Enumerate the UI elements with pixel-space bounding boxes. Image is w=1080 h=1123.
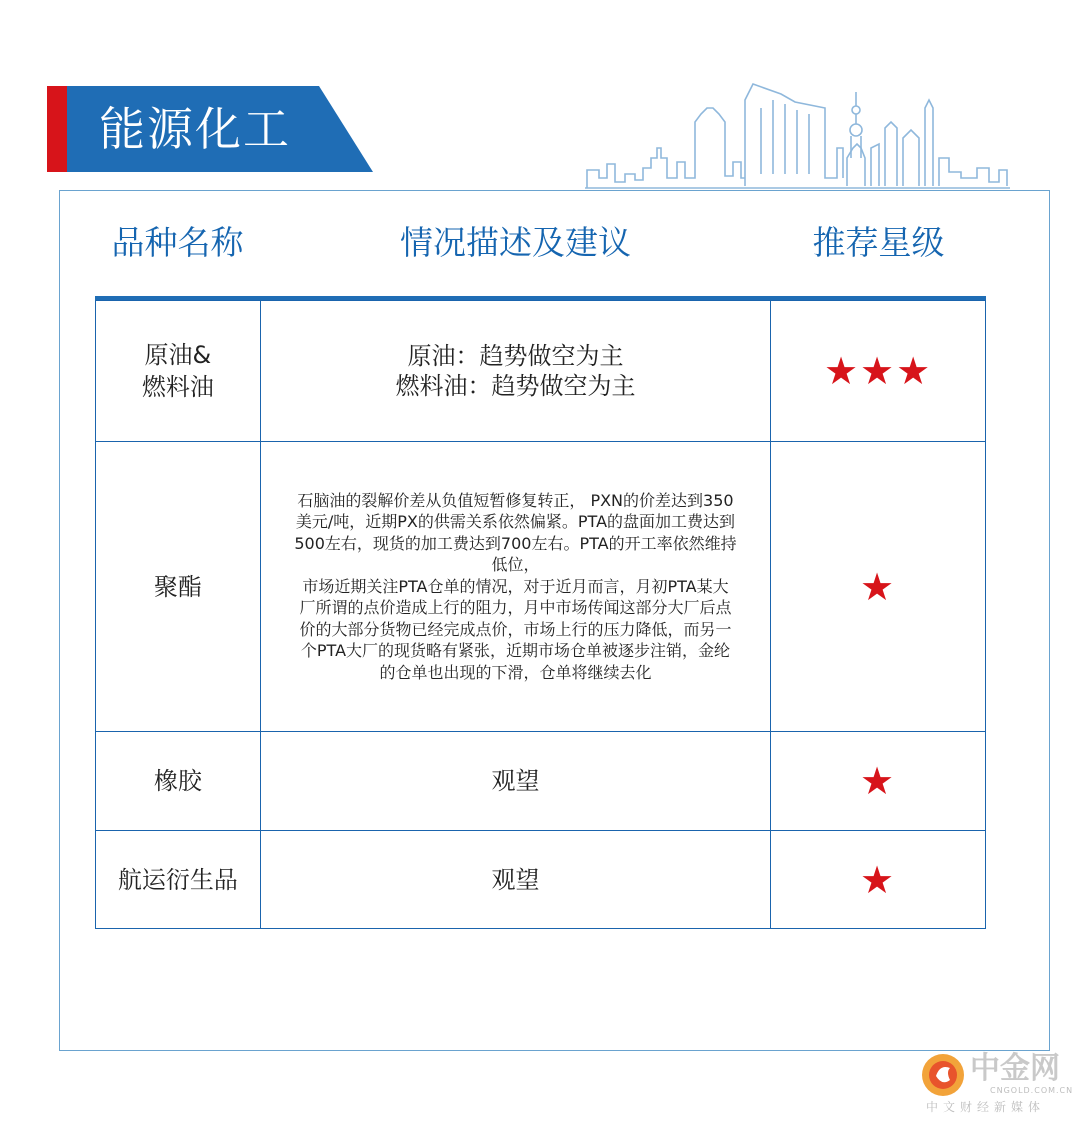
row-name-cell xyxy=(96,301,261,442)
cngold-logo xyxy=(920,1051,1074,1114)
row-description-cell xyxy=(260,301,770,442)
row-name-cell xyxy=(96,442,261,732)
row-name-line: 聚酯 xyxy=(153,572,202,601)
row-description-line: 的仓单也出现的下滑，仓单将继续去化 xyxy=(379,662,652,682)
header-rating: 推荐星级 xyxy=(812,223,945,262)
row-description-line: 价的大部分货物已经完成点价，市场上行的压力降低，而另一 xyxy=(299,619,732,639)
star-rating: ★ xyxy=(771,732,986,831)
star-rating: ★ xyxy=(771,442,986,732)
row-description-line: 观望 xyxy=(491,865,540,894)
table-row xyxy=(96,301,986,442)
row-description-line: 观望 xyxy=(491,767,540,795)
header-name: 品种名称 xyxy=(111,223,244,262)
row-description-cell xyxy=(260,831,770,929)
logo-name: 中金网 xyxy=(970,1051,1060,1086)
row-name-line: 橡胶 xyxy=(153,767,202,795)
row-name-line: 原油& xyxy=(144,341,212,369)
table-row xyxy=(96,442,986,732)
row-name-line: 燃料油 xyxy=(141,373,214,401)
logo-subtitle: 中文财经新媒体 xyxy=(926,1100,1046,1114)
page-title: 能源化工 xyxy=(99,102,291,156)
row-description-line: 个PTA大厂的现货略有紧张，近期市场仓单被逐步注销，金纶 xyxy=(300,641,731,661)
row-name-cell xyxy=(96,831,261,929)
star-rating: ★★★ xyxy=(771,301,986,442)
row-description-line: 厂所谓的点价造成上行的阻力，月中市场传闻这部分大厂后点 xyxy=(299,598,732,618)
row-description-line: 原油：趋势做空为主 xyxy=(407,342,624,370)
title-banner xyxy=(47,86,377,172)
row-description-line: 低位， xyxy=(491,555,540,575)
row-name-cell xyxy=(96,732,261,831)
row-description-line: 市场近期关注PTA仓单的情况，对于近月而言，月初PTA某大 xyxy=(302,576,729,596)
row-description-cell xyxy=(260,442,770,732)
logo-url: CNGOLD.COM.CN xyxy=(990,1086,1074,1095)
row-description-line: 燃料油：趋势做空为主 xyxy=(395,372,636,400)
star-rating: ★ xyxy=(771,831,986,929)
row-description-cell xyxy=(260,732,770,831)
logo-emblem-icon xyxy=(920,1052,966,1098)
row-name-line: 航运衍生品 xyxy=(117,865,238,894)
recommendation-table xyxy=(95,300,986,929)
row-description-line: 500左右，现货的加工费达到700左右。PTA的开工率依然维持 xyxy=(294,533,737,553)
table-row xyxy=(96,732,986,831)
header-description: 情况描述及建议 xyxy=(400,223,631,262)
skyline-illustration xyxy=(585,78,1010,190)
row-description-line: 美元/吨，近期PX的供需关系依然偏紧。PTA的盘面加工费达到 xyxy=(295,512,736,532)
table-row xyxy=(96,831,986,929)
row-description-line: 石脑油的裂解价差从负值短暂修复转正， PXN的价差达到350 xyxy=(297,490,734,510)
